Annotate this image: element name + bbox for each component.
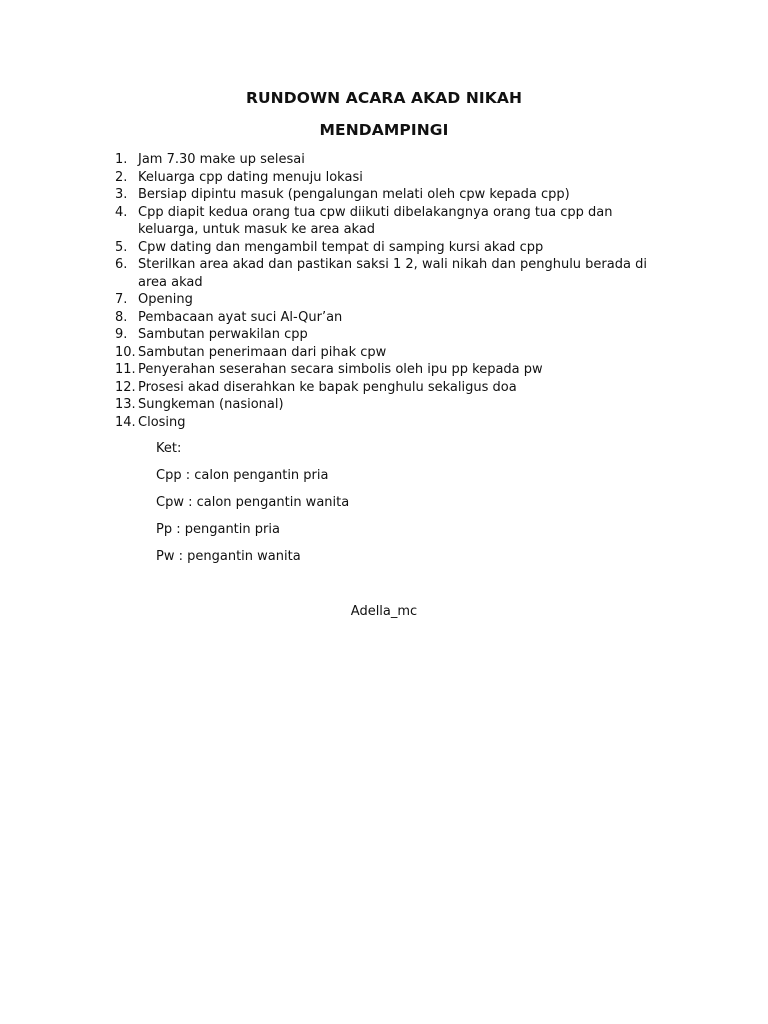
note-line: Pp : pengantin pria: [156, 522, 280, 537]
list-item: [115, 379, 675, 397]
item-number: 13.: [115, 397, 136, 412]
item-number: 10.: [115, 344, 136, 360]
item-number: 3.: [115, 187, 128, 202]
item-number: 12.: [115, 379, 136, 395]
item-text: Pembacaan ayat suci Al-Qur’an: [138, 309, 343, 325]
signature: Adella_mc: [350, 604, 418, 619]
list-item: [115, 309, 675, 327]
note-line: Cpw : calon pengantin wanita: [156, 495, 350, 510]
list-item: [115, 291, 675, 309]
item-text: Keluarga cpp dating menuju lokasi: [138, 169, 363, 185]
item-text: Cpp diapit kedua orang tua cpw diikuti dibelakangnya orang tua cpp dan keluarga, untuk masuk ke area akad: [138, 204, 613, 237]
item-number: 9.: [115, 327, 128, 342]
item-text: Opening: [138, 292, 193, 307]
list-item: [115, 169, 675, 187]
item-number: 1.: [115, 152, 128, 167]
note-line: Pw : pengantin wanita: [156, 549, 301, 564]
list-item: [115, 361, 675, 379]
list-item: [115, 204, 675, 239]
rundown-list: [115, 151, 675, 431]
list-item: [115, 256, 675, 291]
list-item: [115, 326, 675, 344]
item-number: 14.: [115, 414, 136, 430]
item-text: Penyerahan seserahan secara simbolis oleh ipu pp kepada pw: [138, 362, 543, 377]
item-number: 7.: [115, 292, 128, 307]
document-subtitle: MENDAMPINGI: [319, 121, 449, 139]
item-number: 2.: [115, 169, 128, 185]
list-item: [115, 186, 675, 204]
item-number: 8.: [115, 309, 128, 325]
list-item: [115, 344, 675, 362]
document-title: RUNDOWN ACARA AKAD NIKAH: [245, 89, 523, 107]
item-text: Prosesi akad diserahkan ke bapak penghulu sekaligus doa: [138, 379, 517, 395]
item-number: 5.: [115, 239, 128, 255]
list-item: [115, 151, 675, 169]
notes-section: [156, 440, 349, 575]
list-item: [115, 414, 675, 432]
item-number: 11.: [115, 362, 136, 377]
item-text: Sungkeman (nasional): [138, 397, 284, 412]
item-text: Cpw dating dan mengambil tempat di samping kursi akad cpp: [138, 239, 544, 255]
list-item: [115, 396, 675, 414]
item-text: Sterilkan area akad dan pastikan saksi 1 2, wali nikah dan penghulu berada di area akad: [138, 257, 647, 290]
notes-heading: Ket:: [156, 441, 182, 456]
item-text: Bersiap dipintu masuk (pengalungan melati oleh cpw kepada cpp): [138, 187, 570, 202]
item-text: Jam 7.30 make up selesai: [138, 152, 305, 167]
item-number: 4.: [115, 204, 128, 220]
item-text: Closing: [138, 414, 186, 430]
item-number: 6.: [115, 257, 128, 272]
item-text: Sambutan penerimaan dari pihak cpw: [138, 344, 387, 360]
list-item: [115, 239, 675, 257]
note-line: Cpp : calon pengantin pria: [156, 468, 329, 483]
item-text: Sambutan perwakilan cpp: [138, 327, 308, 342]
